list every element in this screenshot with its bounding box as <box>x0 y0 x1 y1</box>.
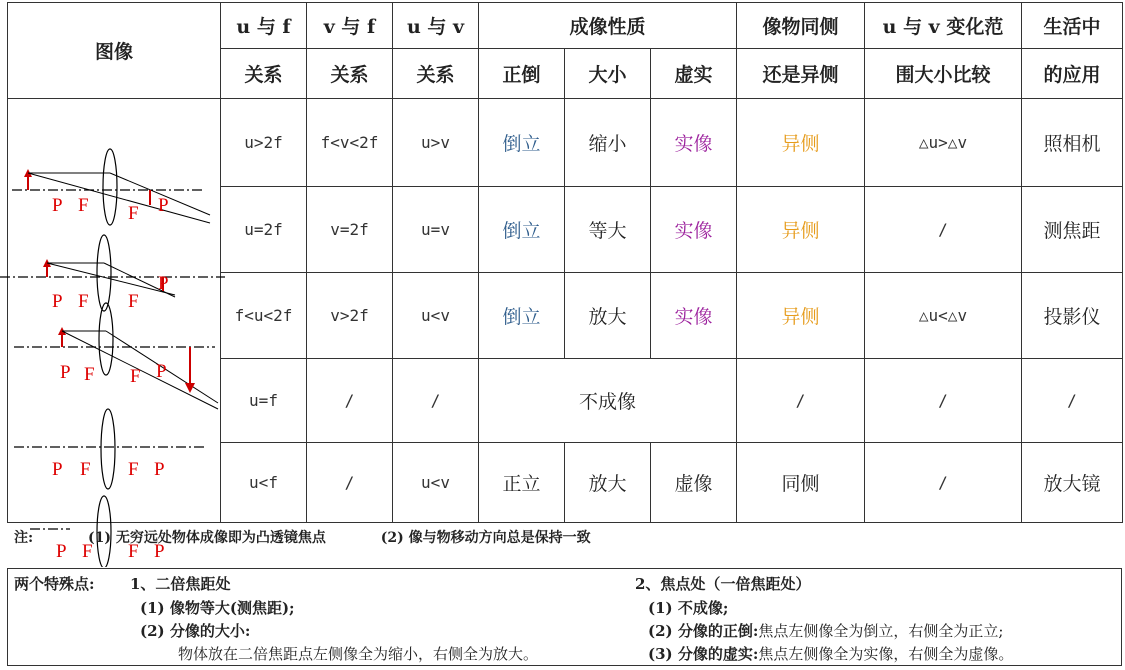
cell-app: 测焦距 <box>1022 187 1123 273</box>
header-u-v: u 与 v <box>393 3 479 49</box>
special-point-2a: (1) 不成像; <box>648 599 729 617</box>
header-size: 大小 <box>565 49 651 99</box>
special-point-1: 1、二倍焦距处 <box>130 575 231 593</box>
cell-upright: 倒立 <box>479 273 565 359</box>
cell-upright: 倒立 <box>479 99 565 187</box>
cell-v-f: f<v<2f <box>307 99 393 187</box>
label-p: P <box>158 195 169 216</box>
cell-u-v: u<v <box>393 443 479 523</box>
special-point-1b: (2) 分像的大小: <box>140 622 251 640</box>
header-nature: 成像性质 <box>479 3 737 49</box>
label-f: F <box>80 459 91 480</box>
header-u-f-2: 关系 <box>221 49 307 99</box>
header-range-2: 围大小比较 <box>865 49 1022 99</box>
cell-app: / <box>1022 359 1123 443</box>
header-v-f-2: 关系 <box>307 49 393 99</box>
cell-side: 异侧 <box>737 187 865 273</box>
cell-range: / <box>865 359 1022 443</box>
label-p: P <box>56 541 67 562</box>
cell-v-f: v>2f <box>307 273 393 359</box>
cell-v-f: / <box>307 359 393 443</box>
label-f: F <box>130 366 141 387</box>
cell-size: 放大 <box>565 273 651 359</box>
label-p: P <box>60 362 71 383</box>
cell-u-v: u<v <box>393 273 479 359</box>
label-p: P <box>156 361 167 382</box>
cell-app: 投影仪 <box>1022 273 1123 359</box>
cell-size: 缩小 <box>565 99 651 187</box>
label-p: P <box>158 273 169 294</box>
special-point-2: 2、焦点处（一倍焦距处） <box>635 575 811 593</box>
cell-side: / <box>737 359 865 443</box>
label-f: F <box>128 203 139 224</box>
cell-u-v: u>v <box>393 99 479 187</box>
cell-side: 同侧 <box>737 443 865 523</box>
header-image: 图像 <box>8 3 221 99</box>
label-p: P <box>52 459 63 480</box>
note-1: (1) 无穷远处物体成像即为凸透镜焦点 <box>88 530 326 546</box>
table-row <box>8 99 1123 187</box>
special-points-box <box>7 568 1122 666</box>
cell-u-v: u=v <box>393 187 479 273</box>
header-u-v-2: 关系 <box>393 49 479 99</box>
label-p: P <box>52 195 63 216</box>
cell-range: △u<△v <box>865 273 1022 359</box>
cell-u-f: u>2f <box>221 99 307 187</box>
cell-v-f: / <box>307 443 393 523</box>
header-real: 虚实 <box>651 49 737 99</box>
label-f: F <box>84 364 95 385</box>
cell-side: 异侧 <box>737 273 865 359</box>
header-u-f: u 与 f <box>221 3 307 49</box>
special-point-1c: 物体放在二倍焦距点左侧像全为缩小，右侧全为放大。 <box>178 645 539 663</box>
cell-range: △u>△v <box>865 99 1022 187</box>
cell-size: 放大 <box>565 443 651 523</box>
special-point-2b-text: 焦点左侧像全为倒立，右侧全为正立; <box>758 622 1004 640</box>
label-p: P <box>154 459 165 480</box>
cell-u-f: u<f <box>221 443 307 523</box>
special-point-2c-text: 焦点左侧像全为实像，右侧全为虚像。 <box>758 645 1014 663</box>
header-side-2: 还是异侧 <box>737 49 865 99</box>
special-point-2c <box>648 643 1013 664</box>
label-f: F <box>78 195 89 216</box>
header-v-f: v 与 f <box>307 3 393 49</box>
label-p: P <box>154 541 165 562</box>
header-app: 生活中 <box>1022 3 1123 49</box>
lens-imaging-table <box>7 2 1123 523</box>
special-title: 两个特殊点: <box>14 575 95 593</box>
cell-u-f: f<u<2f <box>221 273 307 359</box>
cell-size: 等大 <box>565 187 651 273</box>
cell-v-f: v=2f <box>307 187 393 273</box>
special-point-2b <box>648 620 1003 641</box>
header-app-2: 的应用 <box>1022 49 1123 99</box>
cell-u-v: / <box>393 359 479 443</box>
cell-range: / <box>865 443 1022 523</box>
cell-upright: 倒立 <box>479 187 565 273</box>
cell-range: / <box>865 187 1022 273</box>
cell-real: 实像 <box>651 187 737 273</box>
label-f: F <box>128 291 139 312</box>
header-upright: 正倒 <box>479 49 565 99</box>
cell-side: 异侧 <box>737 99 865 187</box>
label-f: F <box>128 541 139 562</box>
cell-app: 放大镜 <box>1022 443 1123 523</box>
note-2: (2) 像与物移动方向总是保持一致 <box>380 530 591 546</box>
special-point-2c-label: (3) 分像的虚实: <box>648 645 759 663</box>
notes <box>14 527 621 547</box>
cell-real: 实像 <box>651 99 737 187</box>
cell-real: 实像 <box>651 273 737 359</box>
label-f: F <box>128 459 139 480</box>
cell-upright: 正立 <box>479 443 565 523</box>
label-p: P <box>52 291 63 312</box>
cell-app: 照相机 <box>1022 99 1123 187</box>
special-point-1a: (1) 像物等大(测焦距); <box>140 599 295 617</box>
label-f: F <box>82 541 93 562</box>
special-point-2b-label: (2) 分像的正倒: <box>648 622 759 640</box>
cell-no-image: 不成像 <box>479 359 737 443</box>
header-range: u 与 v 变化范 <box>865 3 1022 49</box>
label-f: F <box>78 291 89 312</box>
header-side: 像物同侧 <box>737 3 865 49</box>
notes-prefix: 注: <box>14 530 34 546</box>
cell-u-f: u=2f <box>221 187 307 273</box>
cell-u-f: u=f <box>221 359 307 443</box>
diagram-cell <box>8 99 221 523</box>
cell-real: 虚像 <box>651 443 737 523</box>
